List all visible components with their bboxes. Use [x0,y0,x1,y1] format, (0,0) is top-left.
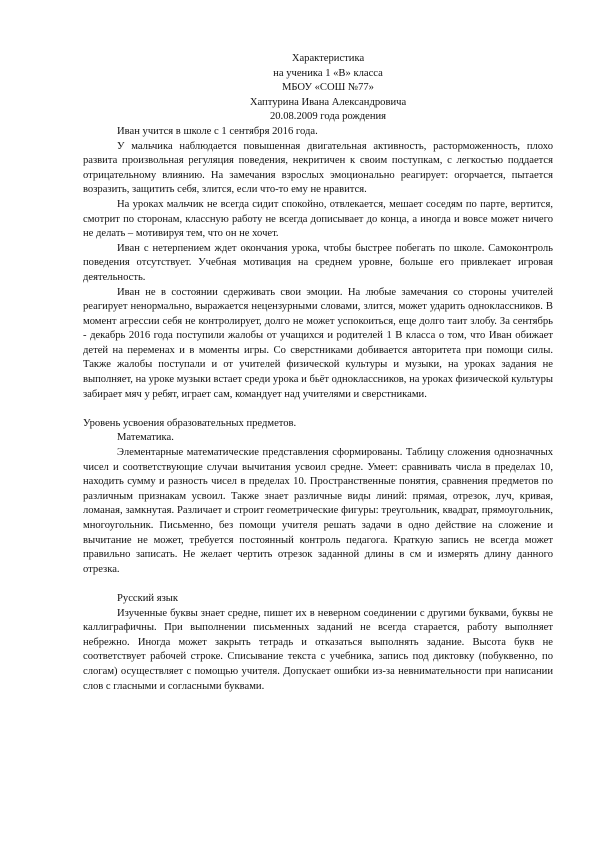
behavior-paragraph-3: Иван с нетерпением ждет окончания урока, чтобы быстрее побегать по школе. Самоконтроль поведения отсутствует. Учебная мотивация на среднем уровне, больше его привлекает игровая деятельность. [83,242,553,283]
behavior-paragraph-4: Иван не в состоянии сдерживать свои эмоции. На любые замечания со стороны учителей реагирует ненормально, выражается нецензурными словами, злится, может ударить одноклассников. В момент агрессии себя не контролирует, долго не может успокоиться, еще долго таит злобу. За сентябрь - декабрь 2016 года поступили жалобы от учащихся и родителей 1 В класса о том, что Иван обижает детей на переменах и в моменты игры. Со сверстниками добивается авторитета при помощи силы. Также жалобы поступали и от учителей физической культуры и музыки, на уроках задания не выполняет, на уроке музыки встает среди урока и бьёт одноклассников, на уроках физической культуры забирает мяч у ребят, играет сам, командует над учителями и сверстниками. [83,286,553,400]
math-paragraph: Элементарные математические представления сформированы. Таблицу сложения однозначных чисел и соответствующие случаи вычитания усвоил средне. Умеет: сравнивать числа в пределах 10, находить сумму и разность чисел в пределах 10. Пространственные понятия, сравнения предметов по различным признакам усвоил. Также знает различные виды линий: прямая, отрезок, луч, кривая, ломаная, замкнутая. Различает и строит геометрические фигуры: треугольник, квадрат, прямоугольник, многоугольник. Письменно, без помощи учителя решать задачи в одно действие на сложение и вычитание не может, требуется постоянный контроль педагога. Краткую запись не всегда может правильно записать. Не желает чертить отрезок заданной длины в см и измерять длину данного отрезка. [83,447,553,575]
russian-paragraph: Изученные буквы знает средне, пишет их в неверном соединении с другими буквами, буквы не каллиграфичны. При выполнении письменных заданий не всегда старается, работу выполняет небрежно. Иногда может закрыть тетрадь и отказаться выполнять задание. Высота букв не соответствует рабочей строке. Списывание текста с учебника, запись под диктовку (побуквенно, по слогам) осуществляет с помощью учителя. Допускает ошибки из-за невнимательности при написании слов с гласными и согласными буквами. [83,607,553,692]
behavior-paragraph-2: На уроках мальчик не всегда сидит спокойно, отвлекается, мешает соседям по парте, вертится, смотрит по сторонам, классную работу не всегда дописывает до конца, а иногда и вовсе может ничего не делать – мотивируя тем, что он не хочет. [83,198,553,240]
document-header [103,52,553,125]
blank-line [83,402,553,417]
math-title: Математика. [117,432,174,444]
intro-paragraph: Иван учится в школе с 1 сентября 2016 года. [117,125,318,137]
education-heading: Уровень усвоения образовательных предметов. [83,417,297,429]
document-page [83,52,553,694]
russian-title: Русский язык [117,592,179,604]
behavior-paragraph-1: У мальчика наблюдается повышенная двигательная активность, расторможенность, плохо развита произвольная регуляция поведения, некритичен к своим поступкам, с легкостью поддается отрицательному влиянию. На замечания взрослых эмоционально реагирует: огорчается, пытается возразить, защитить себя, злится, если что-то ему не нравится. [83,140,553,196]
document-title: Характеристика [291,53,365,64]
blank-line [83,577,553,592]
student-name: Хаптурина Ивана Александровича [249,96,407,108]
school-name: МБОУ «СОШ №77» [282,82,374,94]
student-class-line: на ученика 1 «В» класса [273,67,383,79]
birth-date: 20.08.2009 года рождения [269,111,387,123]
